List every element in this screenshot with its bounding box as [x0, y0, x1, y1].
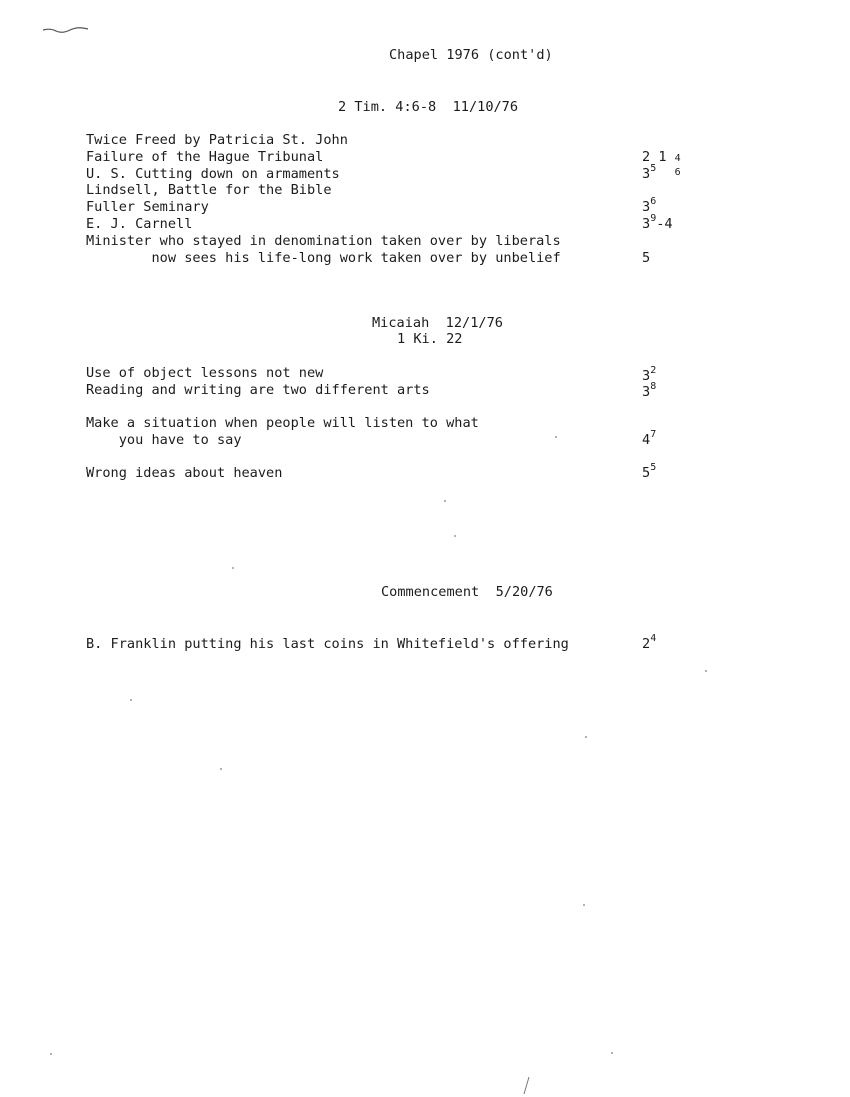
- section-heading: Micaiah 12/1/76: [372, 315, 503, 331]
- pen-mark: [520, 1076, 532, 1096]
- ref-sub: 6: [674, 166, 681, 178]
- ref-base: 2: [642, 149, 651, 165]
- scan-speck: [50, 1053, 52, 1055]
- list-item: Lindsell, Battle for the Bible: [86, 182, 332, 198]
- list-item: Reading and writing are two different arts: [86, 382, 430, 398]
- ref-sup: 5: [650, 462, 657, 473]
- list-item: U. S. Cutting down on armaments: [86, 166, 340, 182]
- ref-base: 2: [642, 636, 651, 652]
- ref-base: 3: [642, 368, 651, 384]
- list-item: Twice Freed by Patricia St. John: [86, 132, 348, 148]
- ref-base: 4: [642, 432, 651, 448]
- page-ref: [642, 250, 650, 267]
- ref-base: 1: [658, 148, 667, 165]
- section-heading: 2 Tim. 4:6-8 11/10/76: [338, 99, 519, 115]
- list-item-continuation: you have to say: [86, 432, 242, 448]
- list-item-continuation: now sees his life-long work taken over by unbelief: [86, 250, 561, 266]
- section-subheading: 1 Ki. 22: [397, 331, 463, 347]
- ref-sup: 2: [650, 365, 657, 376]
- ref-sup: 4: [650, 633, 657, 644]
- scan-speck: [220, 768, 222, 770]
- scan-speck: [232, 567, 234, 569]
- list-item: Make a situation when people will listen to what: [86, 415, 479, 431]
- ref-base: 5: [642, 250, 651, 266]
- ref-sup: 5: [650, 163, 657, 174]
- page-title: Chapel 1976 (cont'd): [389, 47, 553, 63]
- ref-suffix: -4: [656, 216, 673, 232]
- ref-base: 5: [642, 465, 651, 481]
- ref-sup: 6: [650, 196, 657, 207]
- page-ref: [642, 381, 657, 403]
- ref-base: 3: [642, 199, 651, 215]
- page-ref: [642, 429, 657, 451]
- page-ref: [642, 213, 673, 235]
- scan-speck: [454, 535, 456, 537]
- ref-sup: 4: [674, 152, 681, 164]
- ref-sup: 9: [650, 213, 657, 224]
- list-item: Wrong ideas about heaven: [86, 465, 283, 481]
- list-item: E. J. Carnell: [86, 216, 193, 232]
- ref-base: 3: [642, 166, 651, 182]
- page-ref: [642, 633, 657, 655]
- section-heading: Commencement 5/20/76: [381, 584, 553, 600]
- scan-speck: [130, 699, 132, 701]
- page-ref: [642, 149, 650, 166]
- ref-sup: 7: [650, 429, 657, 440]
- scan-speck: [444, 500, 446, 502]
- margin-scribble-mark: [42, 27, 90, 33]
- list-item: Failure of the Hague Tribunal: [86, 149, 324, 165]
- scan-speck: [555, 436, 557, 438]
- scan-speck: [585, 736, 587, 738]
- list-item: B. Franklin putting his last coins in Whitefield's offering: [86, 636, 569, 652]
- page-ref: [642, 163, 657, 185]
- list-item: Minister who stayed in denomination taken over by liberals: [86, 233, 561, 249]
- scan-speck: [705, 670, 707, 672]
- list-item: Use of object lessons not new: [86, 365, 324, 381]
- list-item: Fuller Seminary: [86, 199, 209, 215]
- ref-base: 3: [642, 384, 651, 400]
- ref-base: 3: [642, 216, 651, 232]
- scan-speck: [583, 904, 585, 906]
- scan-speck: [611, 1052, 613, 1054]
- ref-sup: 8: [650, 381, 657, 392]
- page-ref: [642, 462, 657, 484]
